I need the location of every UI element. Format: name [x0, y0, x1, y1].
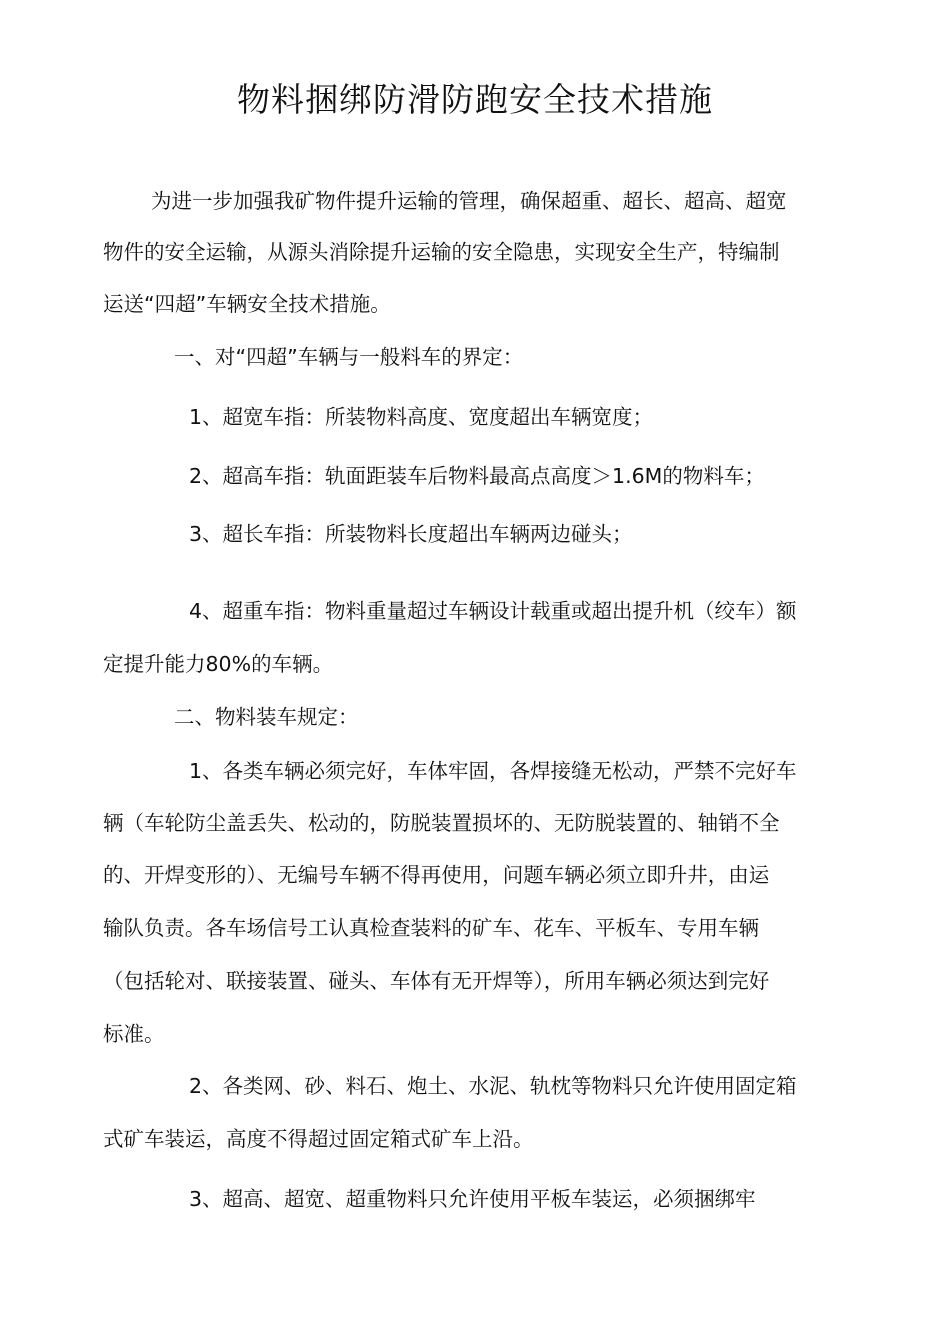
section1-item-1: 1、超宽车指：所装物料高度、宽度超出车辆宽度；: [189, 405, 654, 429]
section1-heading: 一、对“四超”车辆与一般料车的界定：: [174, 345, 524, 369]
section2-item-1-line-4: 输队负责。各车场信号工认真检查装料的矿车、花车、平板车、专用车辆: [103, 916, 759, 940]
intro-line-1: 为进一步加强我矿物件提升运输的管理，确保超重、超长、超高、超宽: [151, 189, 787, 213]
section1-item-4-line-1: 4、超重车指：物料重量超过车辆设计载重或超出提升机（绞车）额: [189, 599, 797, 623]
section2-item-2-line-2: 式矿车装运，高度不得超过固定箱式矿车上沿。: [103, 1127, 534, 1151]
section1-item-3: 3、超长车指：所装物料长度超出车辆两边碰头；: [189, 522, 633, 546]
section2-item-1-line-5: （包括轮对、联接装置、碰头、车体有无开焊等），所用车辆必须达到完好: [103, 969, 770, 993]
section2-item-1-line-1: 1、各类车辆必须完好，车体牢固，各焊接缝无松动，严禁不完好车: [189, 759, 797, 783]
intro-line-3: 运送“四超”车辆安全技术措施。: [103, 292, 391, 316]
section2-item-1-line-2: 辆（车轮防尘盖丢失、松动的，防脱装置损坏的、无防脱装置的、轴销不全: [103, 811, 780, 835]
section1-item-4-line-2: 定提升能力80%的车辆。: [103, 652, 334, 676]
intro-line-2: 物件的安全运输，从源头消除提升运输的安全隐患，实现安全生产，特编制: [103, 240, 780, 264]
section2-item-2-line-1: 2、各类网、砂、料石、炮土、水泥、轨枕等物料只允许使用固定箱: [189, 1074, 797, 1098]
section2-item-1-line-3: 的、开焊变形的）、无编号车辆不得再使用，问题车辆必须立即升井，由运: [103, 863, 770, 887]
section1-item-2: 2、超高车指：轨面距装车后物料最高点高度＞1.6M的物料车；: [189, 464, 765, 488]
document-title: 物料捆绑防滑防跑安全技术措施: [237, 80, 713, 119]
section2-heading: 二、物料装车规定：: [174, 705, 359, 729]
section2-item-1-line-6: 标准。: [103, 1022, 165, 1046]
section2-item-3-line-1: 3、超高、超宽、超重物料只允许使用平板车装运，必须捆绑牢: [189, 1187, 756, 1211]
